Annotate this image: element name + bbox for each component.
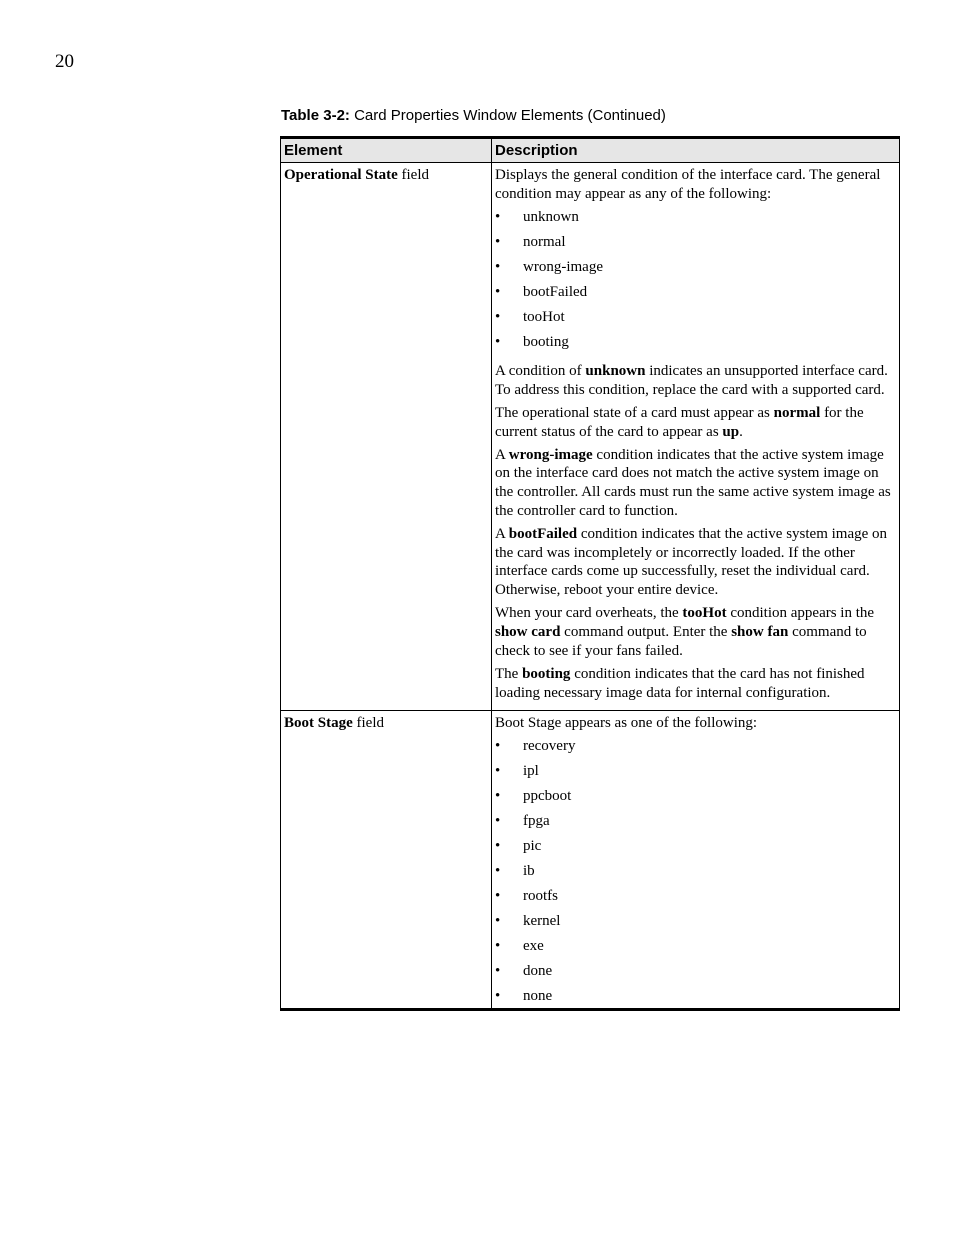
text-run: command output. Enter the (560, 624, 732, 641)
element-name: Boot Stage (284, 714, 353, 731)
table-caption-text: Card Properties Window Elements (Continued) (349, 107, 666, 124)
text-run: A (495, 526, 509, 543)
description-cell (492, 163, 900, 711)
bold-term: tooHot (682, 605, 727, 622)
description-cell (492, 710, 900, 1009)
table-header-row (281, 138, 900, 163)
page-number: 20 (55, 51, 74, 72)
card-properties-table (280, 136, 900, 1011)
element-cell (281, 710, 492, 1009)
bold-term: bootFailed (508, 526, 578, 543)
list-item: • recovery (495, 737, 896, 762)
list-item: • pic (495, 837, 896, 862)
text-run: The operational state of a card must appear as (495, 404, 774, 421)
bold-term: normal (773, 404, 821, 421)
bold-term: show card (495, 624, 561, 641)
list-item: • rootfs (495, 887, 896, 912)
list-item: • bootFailed (495, 283, 896, 308)
list-item: • tooHot (495, 308, 896, 333)
table-row-operational-state (281, 163, 900, 711)
description-paragraph (495, 404, 896, 441)
description-paragraph (495, 362, 896, 399)
element-suffix: field (352, 714, 384, 731)
list-item: • kernel (495, 912, 896, 937)
list-item: • booting (495, 333, 896, 358)
text-run: command to check to see if your fans failed. (495, 624, 867, 659)
text-run: condition indicates that the active system image on the card was incompletely or incorrectly loaded. If the other interface cards come up successfully, reset the individual card. Otherwise, reboot your entire device. (495, 526, 888, 599)
text-run: A (495, 446, 509, 463)
table-row-boot-stage (281, 710, 900, 1009)
bold-term: unknown (585, 362, 646, 379)
bold-term: wrong-image (508, 446, 593, 463)
list-item: • ipl (495, 762, 896, 787)
element-name: Operational State (284, 167, 398, 183)
text-run: indicates an unsupported interface card. To address this condition, replace the card with a supported card. (495, 362, 888, 398)
description-paragraphs (495, 362, 896, 702)
bold-term: show fan (731, 624, 789, 641)
text-run: The (495, 665, 523, 682)
element-cell (281, 163, 492, 711)
description-paragraph (495, 665, 896, 702)
list-item: • fpga (495, 812, 896, 837)
bold-term: booting (522, 665, 571, 682)
description-paragraph (495, 604, 896, 660)
text-run: . (739, 423, 743, 440)
description-paragraph (495, 525, 896, 600)
element-suffix: field (397, 167, 429, 183)
text-run: condition appears in the (726, 605, 875, 622)
description-intro: Boot Stage appears as one of the following: (495, 714, 758, 731)
table-caption-label: Table 3-2: (281, 107, 350, 124)
list-item: • exe (495, 937, 896, 962)
bold-term: up (722, 423, 740, 440)
list-item: • normal (495, 233, 896, 258)
text-run: for the current status of the card to appear as (495, 404, 864, 440)
boot-stage-list (495, 737, 896, 1005)
condition-list (495, 208, 896, 358)
column-header-element: Element (281, 138, 492, 163)
list-item: • none (495, 987, 896, 1005)
text-run: When your card overheats, the (495, 605, 683, 622)
table-caption (281, 107, 666, 124)
description-paragraph (495, 446, 896, 521)
column-header-description: Description (492, 138, 900, 163)
list-item: • unknown (495, 208, 896, 233)
text-run: condition indicates that the card has not finished loading necessary image data for internal configuration. (495, 665, 865, 701)
text-run: condition indicates that the active system image on the interface card does not match the active system image on the controller. All cards must run the same active system image as the controller card to function. (495, 446, 891, 519)
list-item: • ppcboot (495, 787, 896, 812)
list-item: • ib (495, 862, 896, 887)
list-item: • done (495, 962, 896, 987)
text-run: A condition of (495, 362, 586, 379)
list-item: • wrong-image (495, 258, 896, 283)
description-intro: Displays the general condition of the interface card. The general condition may appear as any of the following: (495, 167, 881, 202)
